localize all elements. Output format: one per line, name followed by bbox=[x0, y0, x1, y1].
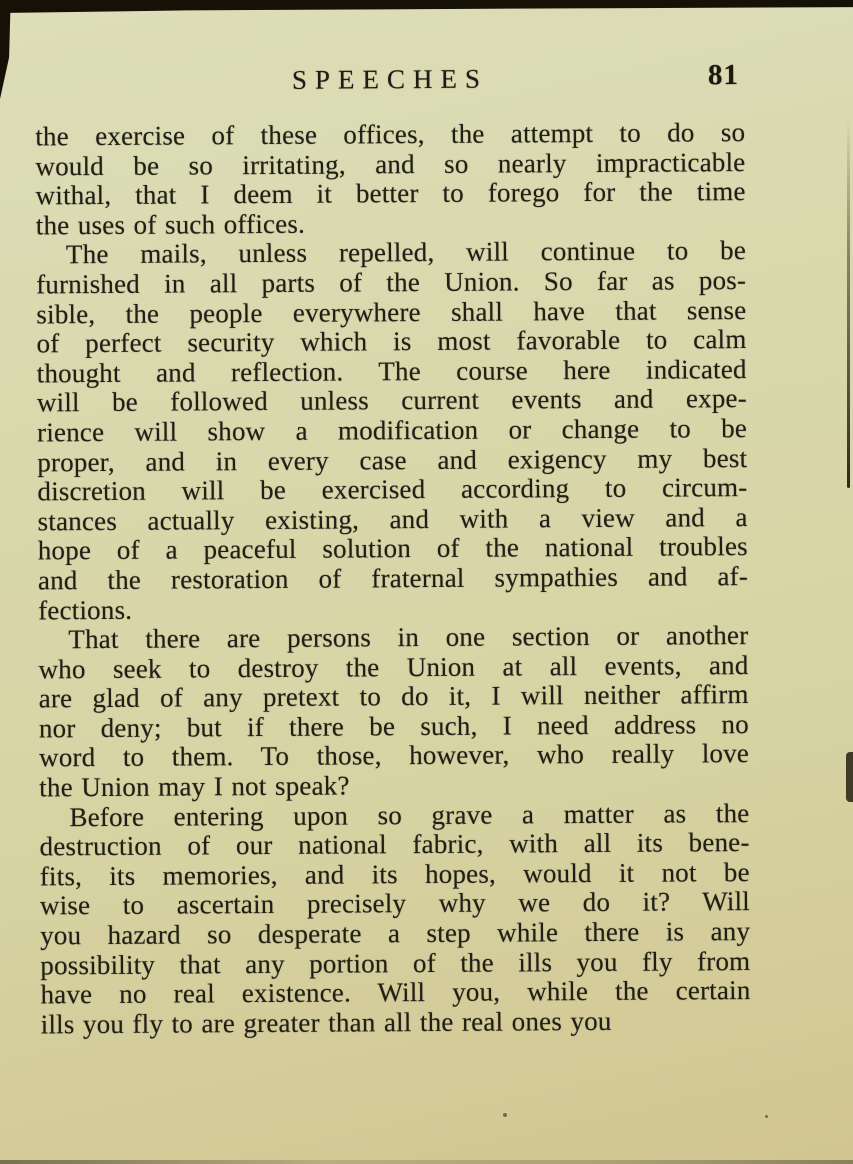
photo-edge-right-line bbox=[847, 118, 850, 488]
paper-speck bbox=[503, 1113, 507, 1117]
photo-edge-right-mark bbox=[846, 752, 853, 802]
text-line: are glad of any pretext to do it, I will neither affirm bbox=[38, 679, 749, 714]
text-line: would be so irritating, and so nearly impracticable bbox=[35, 146, 746, 181]
text-line: proper, and in every case and exigency my best bbox=[37, 442, 748, 477]
text-line: discretion will be exercised according to circum- bbox=[37, 472, 748, 507]
text-line: The mails, unless repelled, will continue to be bbox=[65, 235, 747, 270]
page-number: 81 bbox=[707, 59, 740, 92]
text-line: word to them. To those, however, who really love bbox=[38, 738, 750, 773]
text-line: thought and reflection. The course here indicated bbox=[36, 353, 747, 389]
text-line: nor deny; but if there be such, I need address no bbox=[38, 708, 749, 744]
text-line: hope of a peaceful solution of the national troubles bbox=[37, 531, 748, 566]
text-line: possibility that any portion of the ills you fly from bbox=[40, 945, 751, 980]
text-line: the uses of such offices. bbox=[35, 208, 306, 241]
text-line: fits, its memories, and its hopes, would it not be bbox=[39, 856, 750, 892]
text-line: rience will show a modification or change to be bbox=[36, 412, 748, 448]
text-line: fections. bbox=[38, 594, 133, 625]
running-head bbox=[35, 59, 745, 108]
paragraph bbox=[36, 236, 748, 625]
text-line: Before entering upon so grave a matter as the bbox=[69, 797, 750, 832]
text-line: ills you fly to are greater than all the real ones you bbox=[40, 1005, 612, 1040]
text-line: and the restoration of fraternal sympathies and af- bbox=[37, 560, 749, 596]
text-line: withal, that I deem it better to forego for the time bbox=[35, 176, 746, 211]
photo-edge-bottom bbox=[0, 1160, 853, 1164]
paragraph bbox=[38, 621, 749, 803]
text-line: sible, the people everywhere shall have that sense bbox=[36, 294, 747, 329]
text-line: the exercise of these offices, the attempt to do so bbox=[35, 117, 746, 152]
page-title: SPEECHES bbox=[291, 63, 489, 95]
text-block bbox=[35, 118, 751, 1040]
text-line: stances actually existing, and with a view and a bbox=[37, 501, 748, 537]
paragraph bbox=[35, 118, 746, 241]
paragraph bbox=[39, 799, 750, 1040]
text-line: the Union may I not speak? bbox=[39, 770, 350, 803]
text-line: wise to ascertain precisely why we do it? Will bbox=[39, 886, 751, 921]
text-line: who seek to destroy the Union at all events, and bbox=[38, 649, 749, 685]
text-line: you hazard so desperate a step while there is any bbox=[40, 916, 751, 951]
text-line: have no real existence. Will you, while the certain bbox=[40, 975, 751, 1010]
text-line: destruction of our national fabric, with all its bene- bbox=[39, 827, 750, 862]
paper-speck bbox=[765, 1115, 768, 1118]
text-line: of perfect security which is most favorable to calm bbox=[36, 324, 747, 359]
text-line: furnished in all parts of the Union. So far as pos- bbox=[36, 265, 747, 300]
text-line: That there are persons in one section or another bbox=[68, 620, 749, 655]
text-line: will be followed unless current events and expe- bbox=[36, 383, 747, 418]
